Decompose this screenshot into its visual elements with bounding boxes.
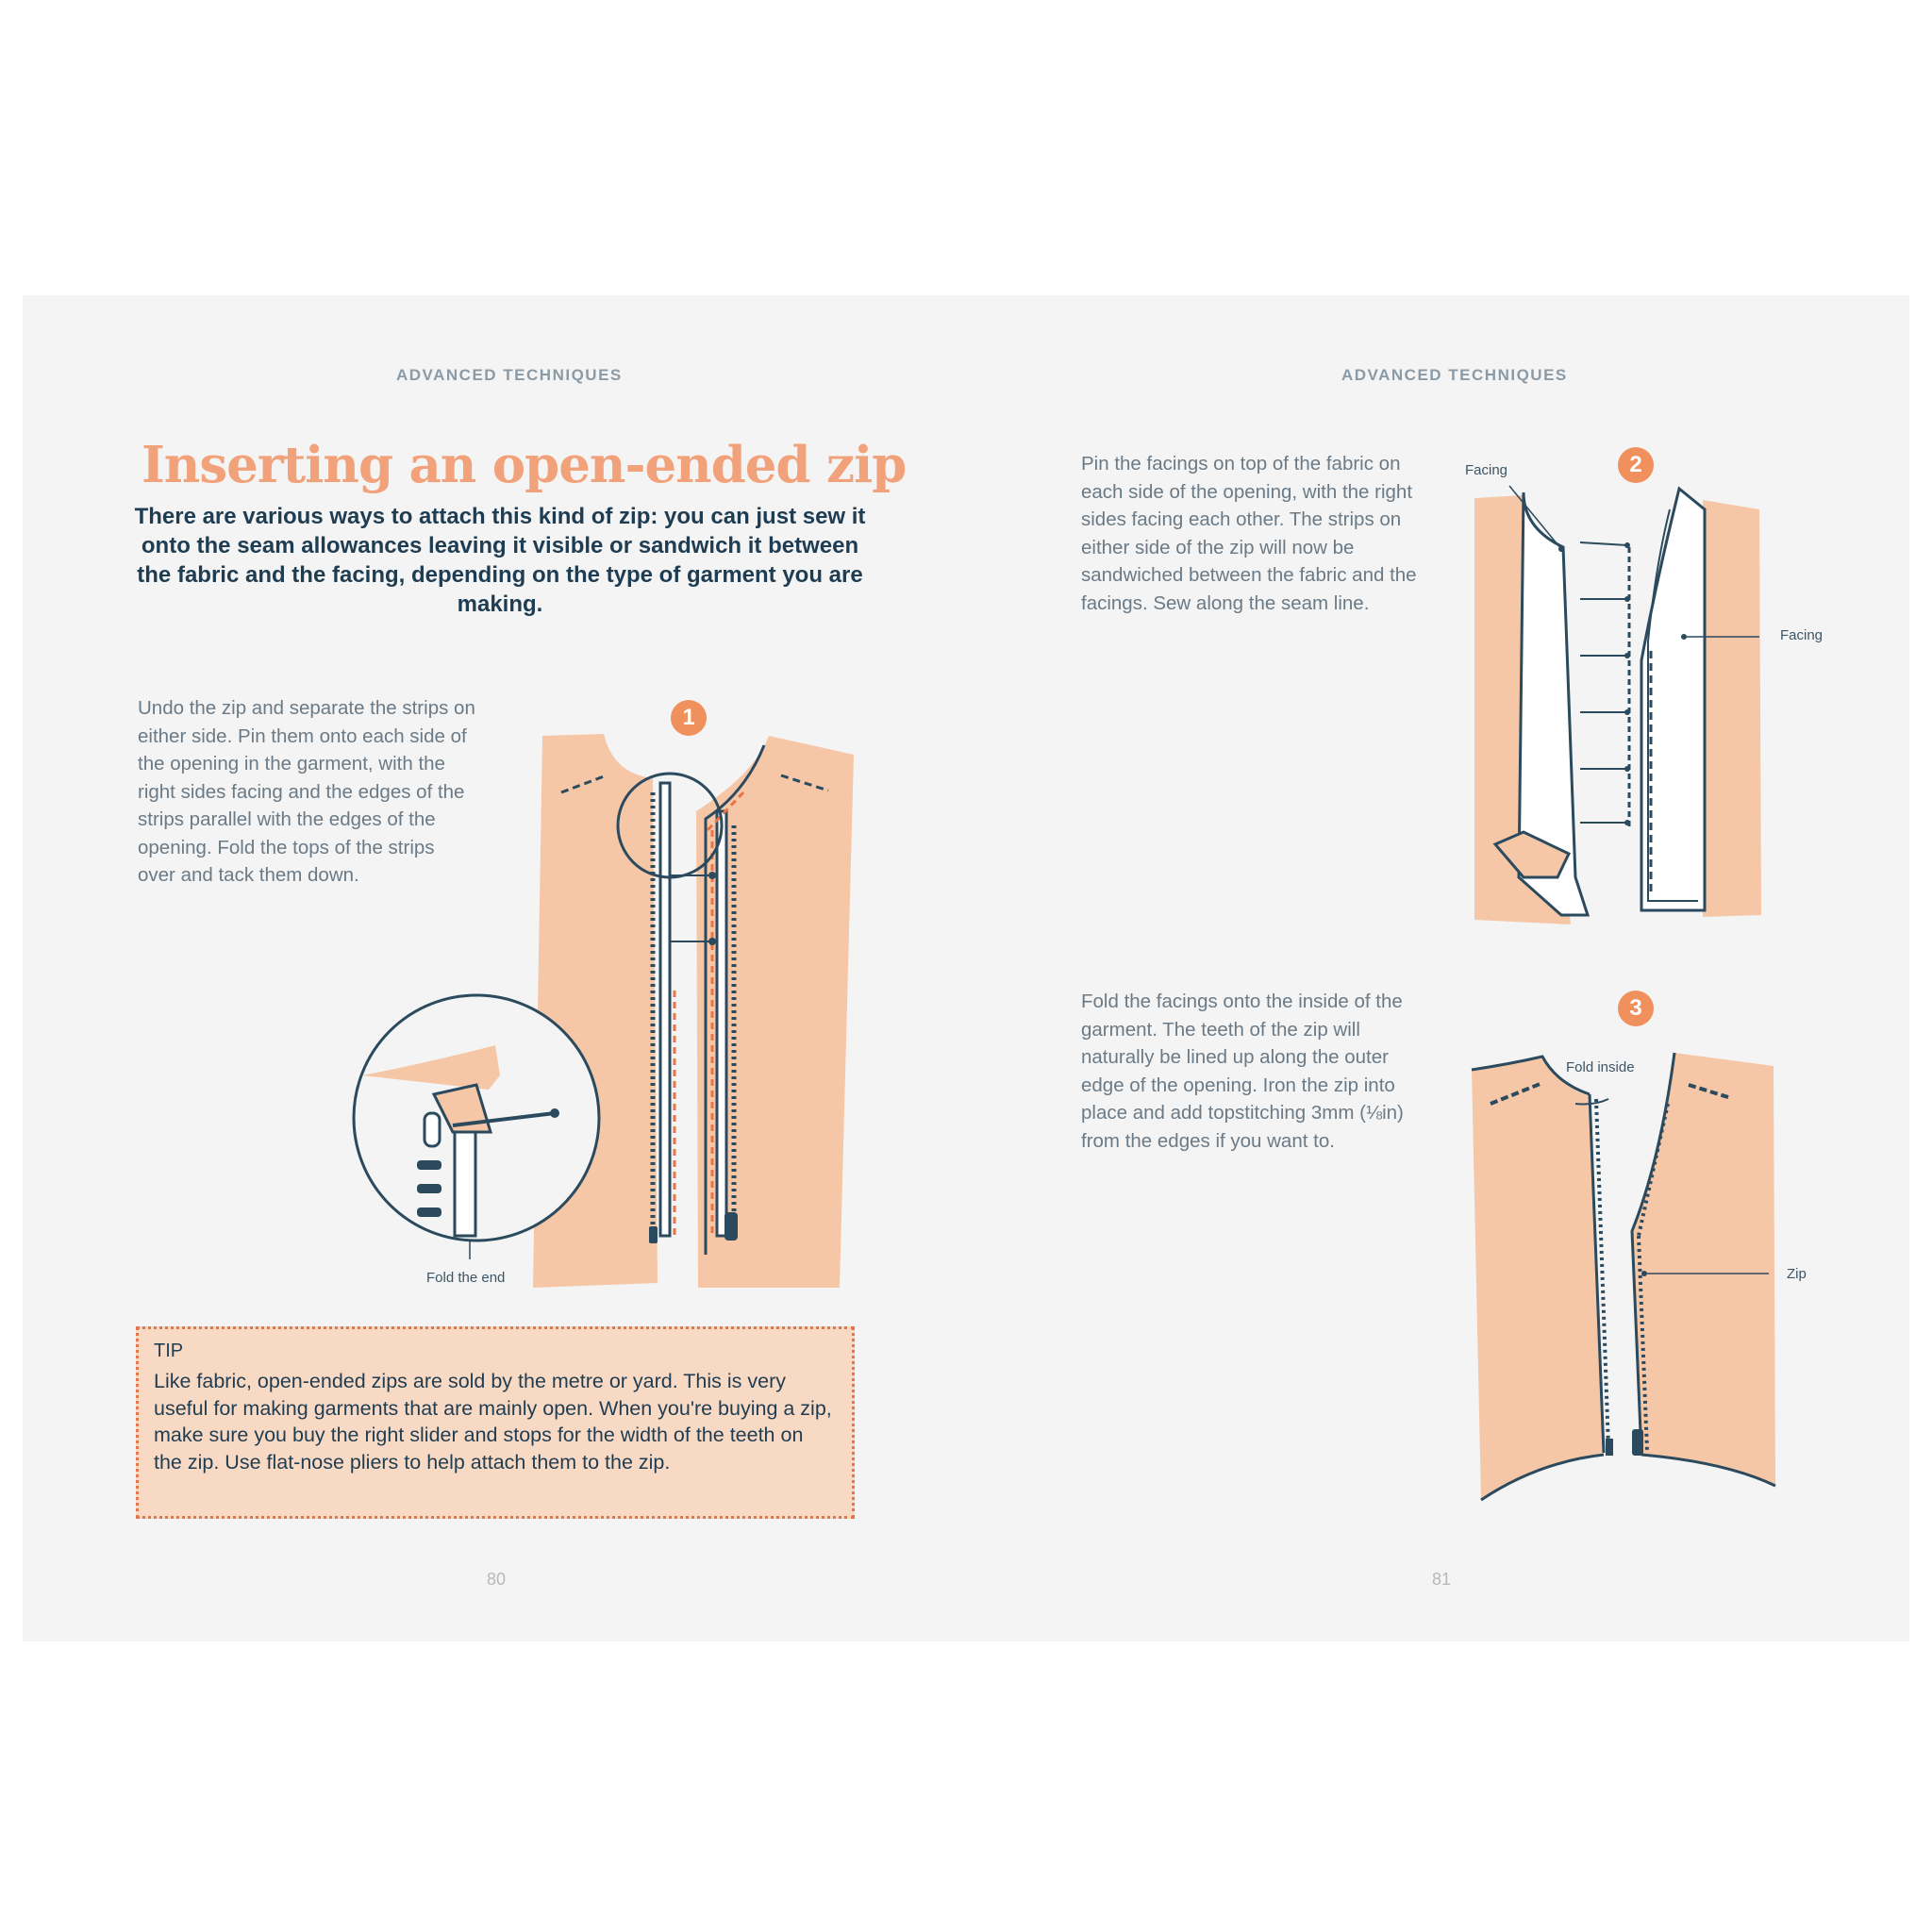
- tip-text: Like fabric, open-ended zips are sold by the metre or yard. This is very useful for making garments that are mainly open. When you're buying a zip, make sure you buy the right slider and stops for the width of the teeth on the zip. Use flat-nose pliers to help attach them to the zip.: [154, 1370, 832, 1474]
- step1-text: Undo the zip and separate the strips on either side. Pin them onto each side of the opening in the garment, with the right sides facing and the edges of the strips parallel with the edges of the opening. Fold the tops of the strips over and tack them down.: [138, 697, 475, 886]
- tip-box: [136, 1326, 855, 1519]
- page-title: Inserting an open-ended zip: [142, 436, 907, 494]
- step1-badge: [671, 700, 707, 736]
- page-number-right: 81: [1432, 1570, 1452, 1589]
- step1-illustration: [349, 689, 868, 1302]
- fold-inside-label: Fold inside: [1566, 1059, 1635, 1075]
- fold-end-label: Fold the end: [426, 1270, 506, 1286]
- step2-number: 2: [1629, 452, 1642, 477]
- step3-badge: [1618, 991, 1654, 1026]
- intro-text: There are various ways to attach this kind of zip: you can just sew it onto the seam allowances leaving it visible or sandwich it between the fabric and the facing, depending on the type of garment you are making.: [134, 504, 866, 617]
- step2-badge: [1618, 447, 1654, 483]
- step2-illustration: [1467, 481, 1769, 934]
- step1-number: 1: [682, 705, 695, 730]
- facing-label-left: Facing: [1465, 462, 1508, 478]
- page-number-left: 80: [487, 1570, 507, 1589]
- step3-number: 3: [1629, 995, 1642, 1021]
- running-head-right: ADVANCED TECHNIQUES: [1341, 366, 1568, 384]
- step2-text: Pin the facings on top of the fabric on each side of the opening, with the right sides facing each other. The strips on either side of the zip will now be sandwiched between the fabric and the facings. Sew along the seam line.: [1081, 453, 1417, 614]
- zip-label: Zip: [1787, 1266, 1807, 1282]
- running-head-left: ADVANCED TECHNIQUES: [396, 366, 623, 384]
- facing-label-right: Facing: [1780, 627, 1824, 643]
- step3-text: Fold the facings onto the inside of the garment. The teeth of the zip will naturally be lined up along the outer edge of the opening. Iron the zip into place and add topstitching 3mm (⅛in) from the edges if you want to.: [1081, 991, 1404, 1152]
- tip-title: TIP: [154, 1341, 184, 1361]
- step3-illustration: [1462, 1047, 1783, 1509]
